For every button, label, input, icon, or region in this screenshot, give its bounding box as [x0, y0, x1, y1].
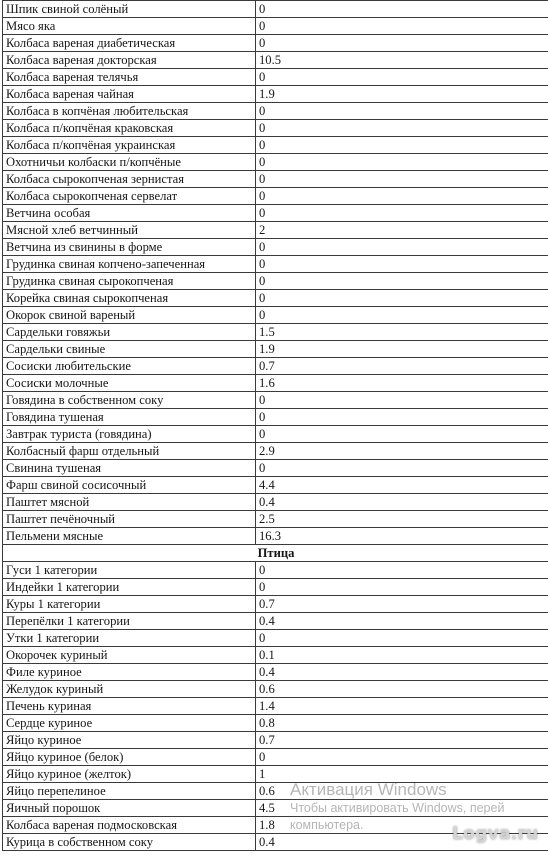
- value-cell: 0: [256, 409, 548, 426]
- table-row: [3, 290, 548, 307]
- value-cell: 2.5: [256, 511, 548, 528]
- product-name-cell: Сердце куриное: [3, 715, 256, 732]
- product-name-cell: Яйцо перепелиное: [3, 783, 256, 800]
- product-name-cell: Свинина тушеная: [3, 460, 256, 477]
- product-name-cell: Колбаса п/копчёная украинская: [3, 137, 256, 154]
- watermark-line-2: компьютера.: [290, 818, 364, 832]
- value-cell: 1.9: [256, 341, 548, 358]
- value-cell: 16.3: [256, 528, 548, 545]
- table-row: [3, 239, 548, 256]
- table-row: [3, 205, 548, 222]
- value-cell: 0.1: [256, 647, 548, 664]
- value-cell: 0: [256, 69, 548, 86]
- value-cell: 0: [256, 120, 548, 137]
- value-cell: 0: [256, 273, 548, 290]
- table-row: [3, 188, 548, 205]
- value-cell: 0.4: [256, 834, 548, 851]
- section-row: [3, 545, 548, 562]
- table-row: [3, 307, 548, 324]
- table-row: [3, 749, 548, 766]
- table-row: [3, 443, 548, 460]
- product-name-cell: Паштет печёночный: [3, 511, 256, 528]
- product-name-cell: Колбаса сырокопченая зернистая: [3, 171, 256, 188]
- section-header: Птица: [3, 545, 548, 562]
- product-name-cell: Фарш свиной сосисочный: [3, 477, 256, 494]
- value-cell: 0: [256, 426, 548, 443]
- value-cell: 0.4: [256, 494, 548, 511]
- product-name-cell: Ветчина из свинины в форме: [3, 239, 256, 256]
- product-name-cell: Утки 1 категории: [3, 630, 256, 647]
- product-name-cell: Яичный порошок: [3, 800, 256, 817]
- table-row: [3, 358, 548, 375]
- product-name-cell: Колбаса вареная диабетическая: [3, 35, 256, 52]
- table-row: [3, 86, 548, 103]
- product-name-cell: Корейка свиная сырокопченая: [3, 290, 256, 307]
- table-row: [3, 375, 548, 392]
- value-cell: 0: [256, 239, 548, 256]
- product-name-cell: Сардельки говяжьи: [3, 324, 256, 341]
- value-cell: 10.5: [256, 52, 548, 69]
- table-row: [3, 477, 548, 494]
- product-name-cell: Сосиски любительские: [3, 358, 256, 375]
- value-cell: 0: [256, 307, 548, 324]
- value-cell: 2: [256, 222, 548, 239]
- value-cell: 0: [256, 562, 548, 579]
- product-name-cell: Сардельки свиные: [3, 341, 256, 358]
- value-cell: 0: [256, 171, 548, 188]
- value-cell: 0: [256, 1, 548, 18]
- value-cell: 0: [256, 205, 548, 222]
- product-name-cell: Мясной хлеб ветчинный: [3, 222, 256, 239]
- product-name-cell: Окорочек куриный: [3, 647, 256, 664]
- value-cell: 2.9: [256, 443, 548, 460]
- product-name-cell: Колбаса в копчёная любительская: [3, 103, 256, 120]
- product-name-cell: Колбасный фарш отдельный: [3, 443, 256, 460]
- value-cell: 0: [256, 256, 548, 273]
- table-row: [3, 103, 548, 120]
- value-cell: 0: [256, 630, 548, 647]
- value-cell: 0.6: [256, 783, 548, 800]
- value-cell: 1.5: [256, 324, 548, 341]
- product-name-cell: Индейки 1 категории: [3, 579, 256, 596]
- value-cell: 0: [256, 154, 548, 171]
- product-name-cell: Охотничьи колбаски п/копчёные: [3, 154, 256, 171]
- product-name-cell: Колбаса сырокопченая сервелат: [3, 188, 256, 205]
- table-row: [3, 392, 548, 409]
- value-cell: 0.7: [256, 358, 548, 375]
- value-cell: 4.4: [256, 477, 548, 494]
- product-name-cell: Колбаса п/копчёная краковская: [3, 120, 256, 137]
- product-name-cell: Шпик свиной солёный: [3, 1, 256, 18]
- value-cell: 0: [256, 290, 548, 307]
- site-logo: Logva.ru: [452, 824, 539, 844]
- table-row: [3, 511, 548, 528]
- table-row: [3, 613, 548, 630]
- value-cell: 4.5: [256, 800, 548, 817]
- product-name-cell: Гуси 1 категории: [3, 562, 256, 579]
- product-name-cell: Мясо яка: [3, 18, 256, 35]
- value-cell: 0: [256, 749, 548, 766]
- value-cell: 0: [256, 392, 548, 409]
- nutrition-table: [2, 0, 548, 851]
- value-cell: 1.4: [256, 698, 548, 715]
- table-row: [3, 834, 548, 851]
- product-name-cell: Желудок куриный: [3, 681, 256, 698]
- product-name-cell: Курица в собственном соку: [3, 834, 256, 851]
- table-row: [3, 766, 548, 783]
- table-row: [3, 409, 548, 426]
- watermark-line-1: Чтобы активировать Windows, перей: [290, 801, 505, 815]
- table-row: [3, 1, 548, 18]
- product-name-cell: Филе куриное: [3, 664, 256, 681]
- table-row: [3, 647, 548, 664]
- product-name-cell: Перепёлки 1 категории: [3, 613, 256, 630]
- product-name-cell: Пельмени мясные: [3, 528, 256, 545]
- product-name-cell: Колбаса вареная телячья: [3, 69, 256, 86]
- product-name-cell: Яйцо куриное (желток): [3, 766, 256, 783]
- value-cell: 0.7: [256, 596, 548, 613]
- table-row: [3, 69, 548, 86]
- product-name-cell: Завтрак туриста (говядина): [3, 426, 256, 443]
- value-cell: 0.8: [256, 715, 548, 732]
- table-row: [3, 18, 548, 35]
- product-name-cell: Окорок свиной вареный: [3, 307, 256, 324]
- value-cell: 1: [256, 766, 548, 783]
- value-cell: 0.6: [256, 681, 548, 698]
- table-row: [3, 732, 548, 749]
- table-row: [3, 817, 548, 834]
- table-row: [3, 715, 548, 732]
- product-name-cell: Колбаса вареная чайная: [3, 86, 256, 103]
- product-name-cell: Колбаса вареная докторская: [3, 52, 256, 69]
- table-row: [3, 341, 548, 358]
- value-cell: 0: [256, 137, 548, 154]
- value-cell: 0.4: [256, 664, 548, 681]
- table-row: [3, 154, 548, 171]
- table-row: [3, 681, 548, 698]
- product-name-cell: Печень куриная: [3, 698, 256, 715]
- table-row: [3, 630, 548, 647]
- product-name-cell: Говядина тушеная: [3, 409, 256, 426]
- product-name-cell: Колбаса вареная подмосковская: [3, 817, 256, 834]
- value-cell: 0: [256, 188, 548, 205]
- table-row: [3, 52, 548, 69]
- watermark-title: Активация Windows: [290, 780, 447, 799]
- table-row: [3, 273, 548, 290]
- product-name-cell: Куры 1 категории: [3, 596, 256, 613]
- product-name-cell: Грудинка свиная копчено-запеченная: [3, 256, 256, 273]
- value-cell: 1.8: [256, 817, 548, 834]
- value-cell: 0: [256, 103, 548, 120]
- value-cell: 0.4: [256, 613, 548, 630]
- table-row: [3, 35, 548, 52]
- product-name-cell: Говядина в собственном соку: [3, 392, 256, 409]
- product-name-cell: Яйцо куриное (белок): [3, 749, 256, 766]
- table-row: [3, 783, 548, 800]
- table-row: [3, 171, 548, 188]
- value-cell: 1.6: [256, 375, 548, 392]
- product-name-cell: Сосиски молочные: [3, 375, 256, 392]
- product-name-cell: Яйцо куриное: [3, 732, 256, 749]
- table-row: [3, 528, 548, 545]
- table-row: [3, 494, 548, 511]
- table-row: [3, 137, 548, 154]
- table-row: [3, 664, 548, 681]
- value-cell: 0: [256, 35, 548, 52]
- table-row: [3, 596, 548, 613]
- table-row: [3, 256, 548, 273]
- table-row: [3, 120, 548, 137]
- value-cell: 0.7: [256, 732, 548, 749]
- value-cell: 0: [256, 579, 548, 596]
- value-cell: 1.9: [256, 86, 548, 103]
- table-row: [3, 324, 548, 341]
- table-row: [3, 222, 548, 239]
- table-row: [3, 460, 548, 477]
- product-name-cell: Ветчина особая: [3, 205, 256, 222]
- table-row: [3, 800, 548, 817]
- value-cell: 0: [256, 18, 548, 35]
- product-name-cell: Грудинка свиная сырокопченая: [3, 273, 256, 290]
- table-row: [3, 562, 548, 579]
- table-row: [3, 579, 548, 596]
- table-row: [3, 698, 548, 715]
- table-row: [3, 426, 548, 443]
- value-cell: 0: [256, 460, 548, 477]
- table-body: [3, 1, 548, 851]
- product-name-cell: Паштет мясной: [3, 494, 256, 511]
